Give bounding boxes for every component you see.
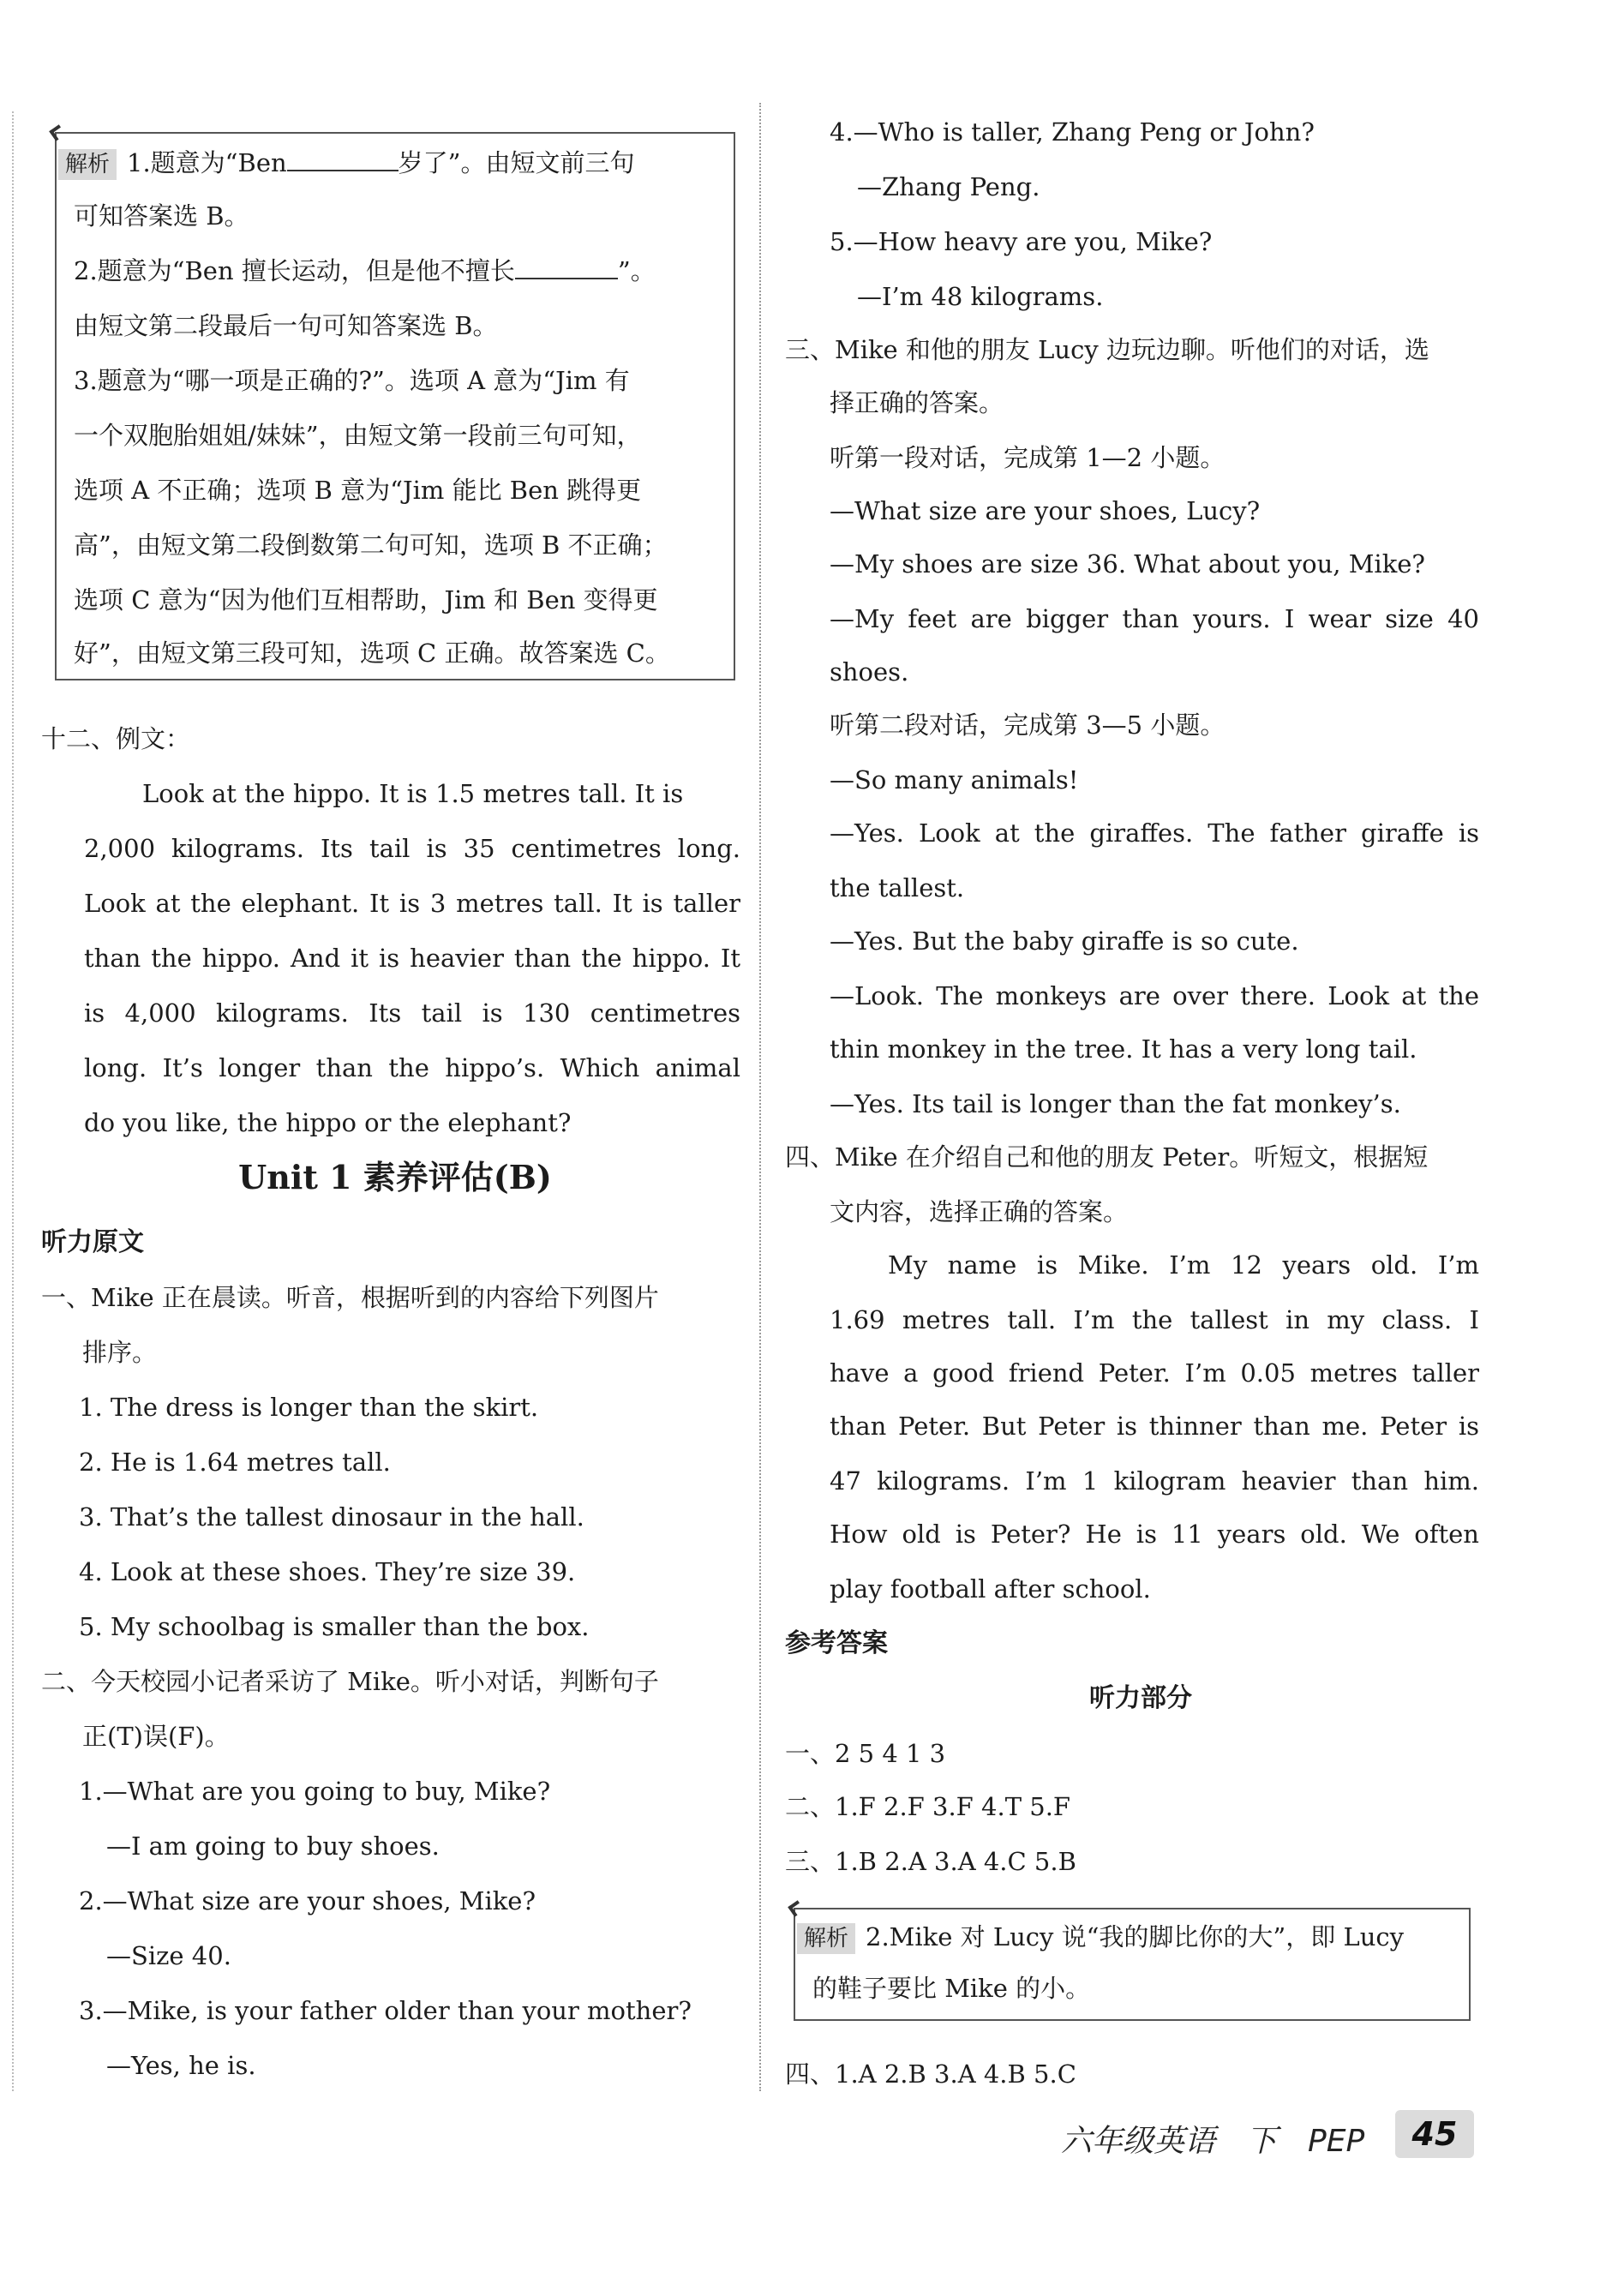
dialogue-line: —Yes. Look at the giraffes. The father giraffe is (830, 818, 1479, 848)
corner-mark (788, 1900, 804, 1916)
dialogue-line: shoes. (830, 657, 909, 686)
margin-rule (12, 111, 14, 2091)
section-3-instruction: 择正确的答案。 (830, 388, 1004, 417)
analysis-label: 解析 (797, 1923, 855, 1954)
page-footer (1061, 2110, 1541, 2170)
analysis-box-left (55, 132, 735, 680)
analysis-line: 3.题意为“哪一项是正确的?”。选项 A 意为“Jim 有 (74, 366, 630, 395)
passage-line: 1.69 metres tall. I’m the tallest in my class. I (830, 1305, 1479, 1334)
dialogue-line: —Size 40. (106, 1941, 231, 1970)
left-column (41, 0, 749, 2108)
section-2-instruction: 二、今天校园小记者采访了 Mike。听小对话，判断句子 (41, 1667, 659, 1696)
dialogue-line: —Yes, he is. (106, 2051, 256, 2080)
answer-blank (515, 254, 618, 279)
essay-line: is 4,000 kilograms. Its tail is 130 centimetres (84, 998, 740, 1028)
passage-line: than Peter. But Peter is thinner than me. Peter is (830, 1412, 1479, 1441)
dialogue-line: —Yes. But the baby giraffe is so cute. (830, 926, 1299, 956)
section-1-instruction: 排序。 (82, 1338, 158, 1367)
analysis-line: 解析 1.题意为“Ben 岁了”。由短文前三句 (58, 146, 734, 180)
dialogue-line: —So many animals! (830, 765, 1079, 794)
dialogue-heading: 听第二段对话，完成第 3—5 小题。 (830, 710, 1225, 740)
essay-line: do you like, the hippo or the elephant? (84, 1108, 572, 1137)
list-item: 3. That’s the tallest dinosaur in the hall. (79, 1502, 584, 1532)
analysis-line: 解析 2.Mike 对 Lucy 说“我的脚比你的大”，即 Lucy (797, 1920, 1469, 1954)
dialogue-line: —Yes. Its tail is longer than the fat monkey’s. (830, 1089, 1401, 1118)
listening-heading: 听力原文 (41, 1227, 144, 1257)
dialogue-line: 3.—Mike, is your father older than your mother? (79, 1996, 692, 2025)
analysis-box-right (794, 1908, 1471, 2021)
list-item: 4. Look at these shoes. They’re size 39. (79, 1557, 576, 1586)
section-3-instruction: 三、Mike 和他的朋友 Lucy 边玩边聊。听他们的对话，选 (785, 335, 1429, 364)
analysis-line: 2.题意为“Ben 擅长运动，但是他不擅长 ”。 (74, 254, 734, 288)
passage-line: play football after school. (830, 1574, 1151, 1604)
dialogue-line: —What size are your shoes, Lucy? (830, 496, 1261, 525)
dialogue-line: thin monkey in the tree. It has a very long tail. (830, 1034, 1417, 1064)
analysis-line: 的鞋子要比 Mike 的小。 (812, 1974, 1091, 2003)
answers-part-title: 听力部分 (1089, 1683, 1192, 1713)
analysis-line: 一个双胞胎姐姐/妹妹”，由短文第一段前三句可知， (74, 421, 642, 450)
dialogue-line: 4.—Who is taller, Zhang Peng or John? (830, 117, 1315, 147)
dialogue-line: —Look. The monkeys are over there. Look at the (830, 981, 1479, 1010)
essay-line: 2,000 kilograms. Its tail is 35 centimetres long. (84, 834, 740, 863)
dialogue-line: 5.—How heavy are you, Mike? (830, 227, 1213, 256)
passage-line: My name is Mike. I’m 12 years old. I’m (888, 1250, 1479, 1280)
dialogue-line: —My feet are bigger than yours. I wear size 40 (830, 604, 1479, 633)
passage-line: How old is Peter? He is 11 years old. We often (830, 1520, 1479, 1549)
section-2-instruction: 正(T)误(F)。 (82, 1722, 230, 1751)
answer-blank (287, 146, 399, 171)
answer-line: 一、2 5 4 1 3 (785, 1739, 946, 1768)
dialogue-line: the tallest. (830, 873, 965, 902)
dialogue-line: —Zhang Peng. (857, 172, 1040, 201)
analysis-line: 由短文第二段最后一句可知答案选 B。 (74, 311, 498, 340)
section-1-instruction: 一、Mike 正在晨读。听音，根据听到的内容给下列图片 (41, 1283, 659, 1312)
answer-line: 二、1.F 2.F 3.F 4.T 5.F (785, 1792, 1071, 1821)
essay-line: long. It’s longer than the hippo’s. Which animal (84, 1053, 740, 1082)
list-item: 1. The dress is longer than the skirt. (79, 1393, 539, 1422)
essay-line: Look at the elephant. It is 3 metres tall. It is taller (84, 889, 740, 918)
analysis-line: 可知答案选 B。 (74, 201, 249, 231)
section-4-instruction: 文内容，选择正确的答案。 (830, 1197, 1129, 1226)
answers-heading: 参考答案 (785, 1628, 888, 1658)
list-item: 5. My schoolbag is smaller than the box. (79, 1612, 590, 1641)
answer-line: 四、1.A 2.B 3.A 4.B 5.C (785, 2059, 1076, 2089)
page-number: 45 (1395, 2110, 1474, 2158)
passage-line: have a good friend Peter. I’m 0.05 metres taller (830, 1358, 1479, 1388)
analysis-line: 选项 A 不正确；选项 B 意为“Jim 能比 Ben 跳得更 (74, 476, 642, 505)
corner-mark (49, 124, 65, 141)
analysis-label: 解析 (58, 149, 117, 180)
essay-line: Look at the hippo. It is 1.5 metres tall. It is (142, 779, 684, 808)
footer-subject: 六年级英语 下 PEP (1061, 2124, 1365, 2159)
analysis-line: 好”，由短文第三段可知，选项 C 正确。故答案选 C。 (74, 638, 670, 668)
analysis-line: 高”，由短文第二段倒数第二句可知，选项 B 不正确； (74, 531, 668, 560)
dialogue-line: 1.—What are you going to buy, Mike? (79, 1777, 551, 1806)
dialogue-heading: 听第一段对话，完成第 1—2 小题。 (830, 443, 1225, 472)
list-item: 2. He is 1.64 metres tall. (79, 1448, 391, 1477)
essay-line: than the hippo. And it is heavier than the hippo. It (84, 944, 740, 973)
dialogue-line: 2.—What size are your shoes, Mike? (79, 1886, 536, 1915)
unit-title: Unit 1 素养评估(B) (238, 1158, 552, 1196)
dialogue-line: —My shoes are size 36. What about you, Mike? (830, 549, 1425, 578)
column-divider (759, 103, 761, 2091)
analysis-line: 选项 C 意为“因为他们互相帮助，Jim 和 Ben 变得更 (74, 585, 658, 614)
essay-heading: 十二、例文： (41, 724, 191, 753)
answer-line: 三、1.B 2.A 3.A 4.C 5.B (785, 1847, 1076, 1876)
dialogue-line: —I am going to buy shoes. (106, 1831, 440, 1861)
passage-line: 47 kilograms. I’m 1 kilogram heavier than him. (830, 1466, 1479, 1496)
section-4-instruction: 四、Mike 在介绍自己和他的朋友 Peter。听短文，根据短 (785, 1142, 1429, 1172)
dialogue-line: —I’m 48 kilograms. (857, 282, 1104, 311)
right-column (776, 0, 1488, 2108)
